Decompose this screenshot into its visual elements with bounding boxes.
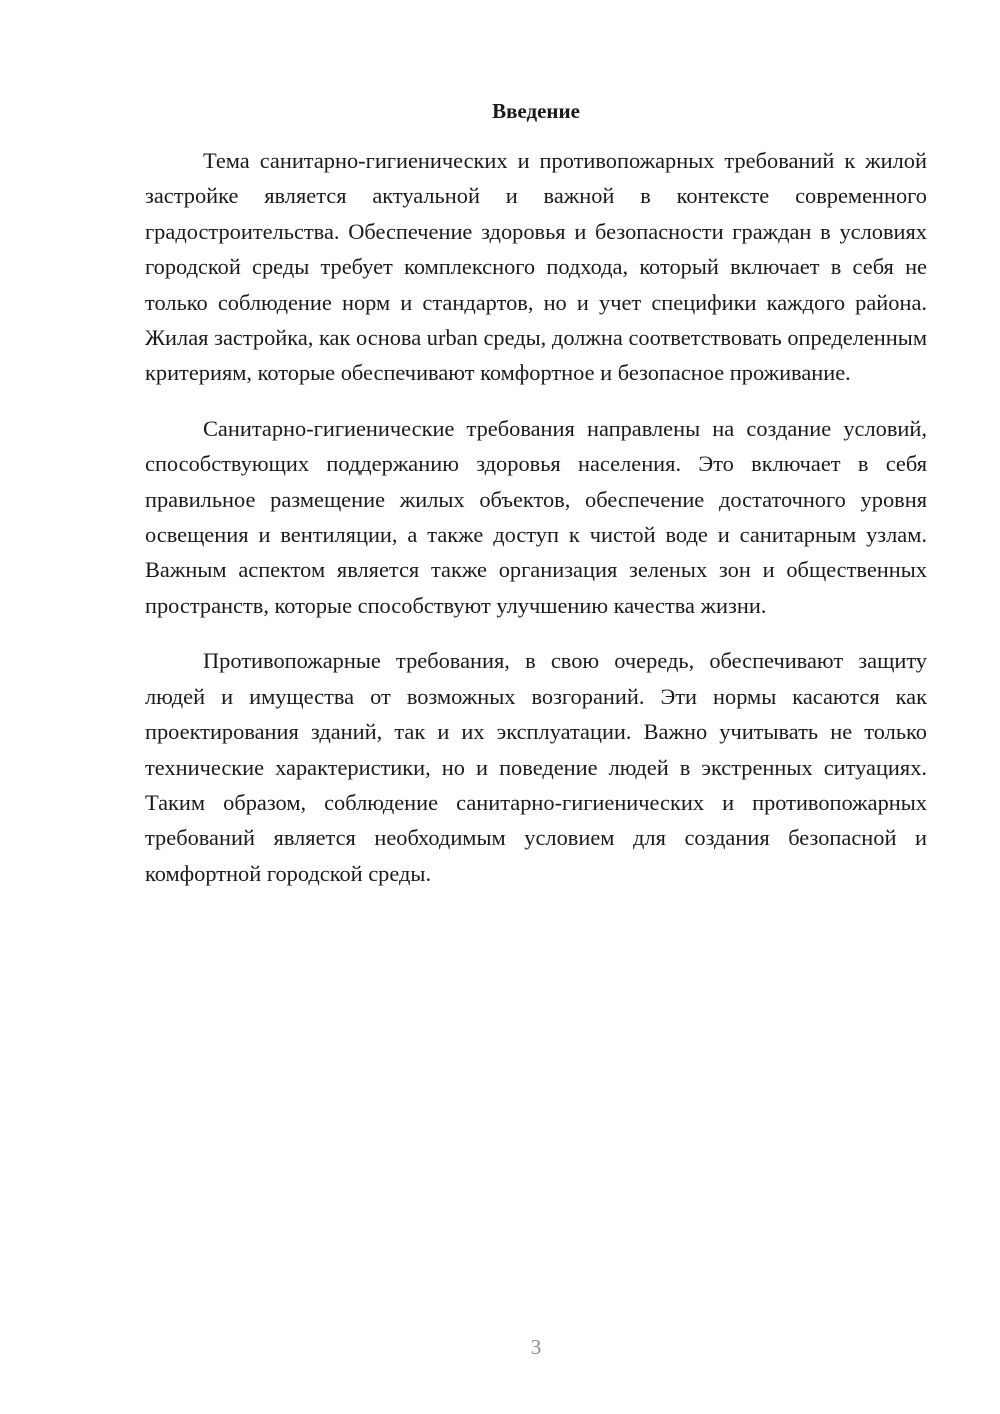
page-number: 3 — [530, 1335, 542, 1359]
body-text — [145, 143, 927, 911]
section-heading: Введение — [492, 99, 580, 123]
paragraph: Противопожарные требования, в свою очередь, обеспечивают защиту людей и имущества от возможных возгораний. Эти нормы касаются как проектирования зданий, так и их эксплуатации. Важно учитывать не только технические характеристики, но и поведение людей в экстренных ситуациях. Таким образом, соблюдение санитарно-гигиенических и противопожарных требований является необходимым условием для создания безопасной и комфортной городской среды. — [145, 648, 927, 886]
paragraph: Санитарно-гигиенические требования направлены на создание условий, способствующих поддержанию здоровья населения. Это включает в себя правильное размещение жилых объектов, обеспечение достаточного уровня освещения и вентиляции, а также доступ к чистой воде и санитарным узлам. Важным аспектом является также организация зеленых зон и общественных пространств, которые способствуют улучшению качества жизни. — [145, 415, 927, 618]
paragraph: Тема санитарно-гигиенических и противопожарных требований к жилой застройке является актуальной и важной в контексте современного градостроительства. Обеспечение здоровья и безопасности граждан в условиях городской среды требует комплексного подхода, который включает в себя не только соблюдение норм и стандартов, но и учет специфики каждого района. Жилая застройка, как основа urban среды, должна соответствовать определенным критериям, которые обеспечивают комфортное и безопасное проживание. — [145, 148, 927, 386]
